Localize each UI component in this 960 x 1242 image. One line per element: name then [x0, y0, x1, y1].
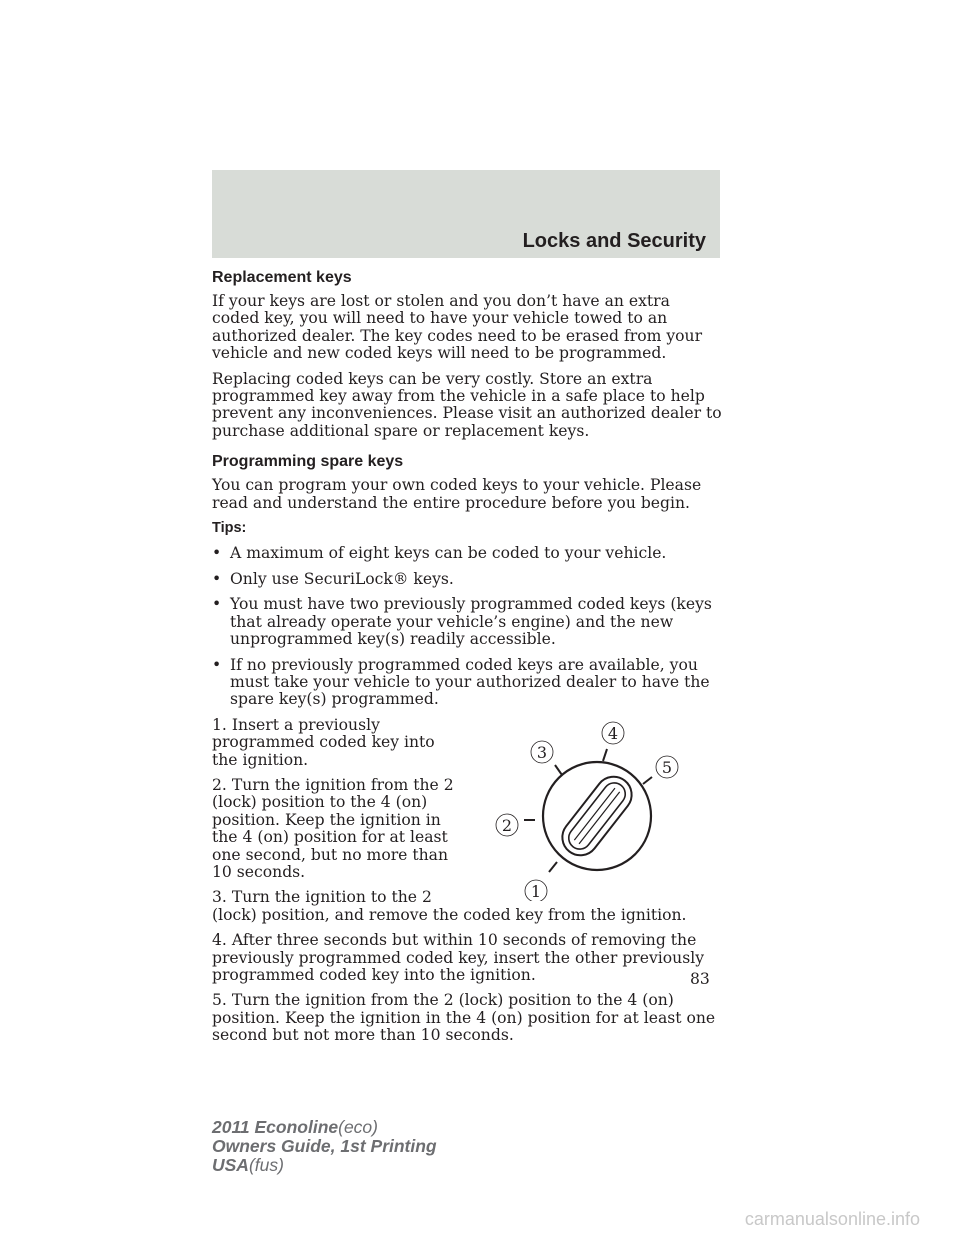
tip-item: • If no previously programmed coded keys are available, you must take your vehicle to your authorized dealer to have the spare key(s) programmed.: [212, 655, 710, 709]
replacement-paragraph-2: Replacing coded keys can be very costly. Store an extra programmed key away from the vehicle in a safe place to help prevent any inconveniences. Please visit an authorized dealer to purchase additional spare or replacement keys.: [212, 369, 722, 440]
position-label-5: [656, 756, 678, 778]
section-title: Locks and Security: [522, 230, 706, 252]
position-label-2: [496, 814, 518, 836]
tick-position-3: [555, 765, 562, 775]
steps-block: [212, 717, 722, 1045]
step-2: 2. Turn the ignition from the 2 (lock) position to the 4 (on) position. Keep the ignition in the 4 (on) position for at least one second, but no more than 10 seconds.: [212, 775, 454, 881]
position-label-3: [531, 741, 553, 763]
svg-text:4: 4: [607, 723, 619, 743]
svg-text:2: 2: [501, 815, 513, 835]
bullet: •: [212, 544, 222, 563]
position-label-4: [602, 722, 624, 744]
position-label-1: [525, 880, 547, 901]
svg-text:1: 1: [530, 881, 542, 901]
step-3: 3. Turn the ignition to the 2 (lock) position, and remove the coded key from the ignition.: [212, 888, 687, 924]
programming-intro: You can program your own coded keys to your vehicle. Please read and understand the entire procedure before you begin.: [212, 476, 702, 512]
step-1: 1. Insert a previously programmed coded key into the ignition.: [212, 715, 435, 769]
svg-text:5: 5: [661, 757, 673, 777]
tip-item: • A maximum of eight keys can be coded to your vehicle.: [212, 544, 667, 563]
bullet: •: [212, 655, 222, 674]
tips-label: Tips:: [212, 520, 247, 537]
ignition-positions-diagram: [472, 721, 722, 901]
bullet: •: [212, 595, 222, 614]
step-4: 4. After three seconds but within 10 seconds of removing the previously programmed coded key, insert the other previously programmed coded key into the ignition.: [212, 931, 705, 984]
programming-spare-keys-heading: Programming spare keys: [212, 453, 404, 471]
page-number: 83: [690, 970, 710, 988]
step-5: 5. Turn the ignition from the 2 (lock) position to the 4 (on) position. Keep the ignition in the 4 (on) position for at least one second but not more than 10 seconds.: [212, 991, 716, 1045]
tick-position-4: [603, 749, 607, 761]
tick-position-1: [549, 862, 557, 872]
tip-item: • Only use SecuriLock® keys.: [212, 569, 454, 588]
svg-text:3: 3: [536, 742, 548, 762]
tick-position-5: [643, 777, 652, 784]
replacement-paragraph-1: If your keys are lost or stolen and you don’t have an extra coded key, you will need to have your vehicle towed to an authorized dealer. The key codes need to be erased from your vehicle and new coded keys will need to be programmed.: [212, 292, 703, 363]
tip-item: • You must have two previously programmed coded keys (keys that already operate your vehicle’s engine) and the new unprogrammed key(s) readily accessible.: [212, 595, 712, 649]
page-content: [212, 268, 722, 1053]
section-header-band: [212, 170, 720, 258]
replacement-keys-heading: Replacement keys: [212, 269, 352, 286]
tips-list: [212, 545, 722, 708]
site-watermark: carmanualsonline.info: [744, 1209, 920, 1229]
bullet: •: [212, 569, 222, 588]
document-footer: 2011 Econoline(eco) Owners Guide, 1st Printing USA(fus): [212, 1117, 437, 1175]
